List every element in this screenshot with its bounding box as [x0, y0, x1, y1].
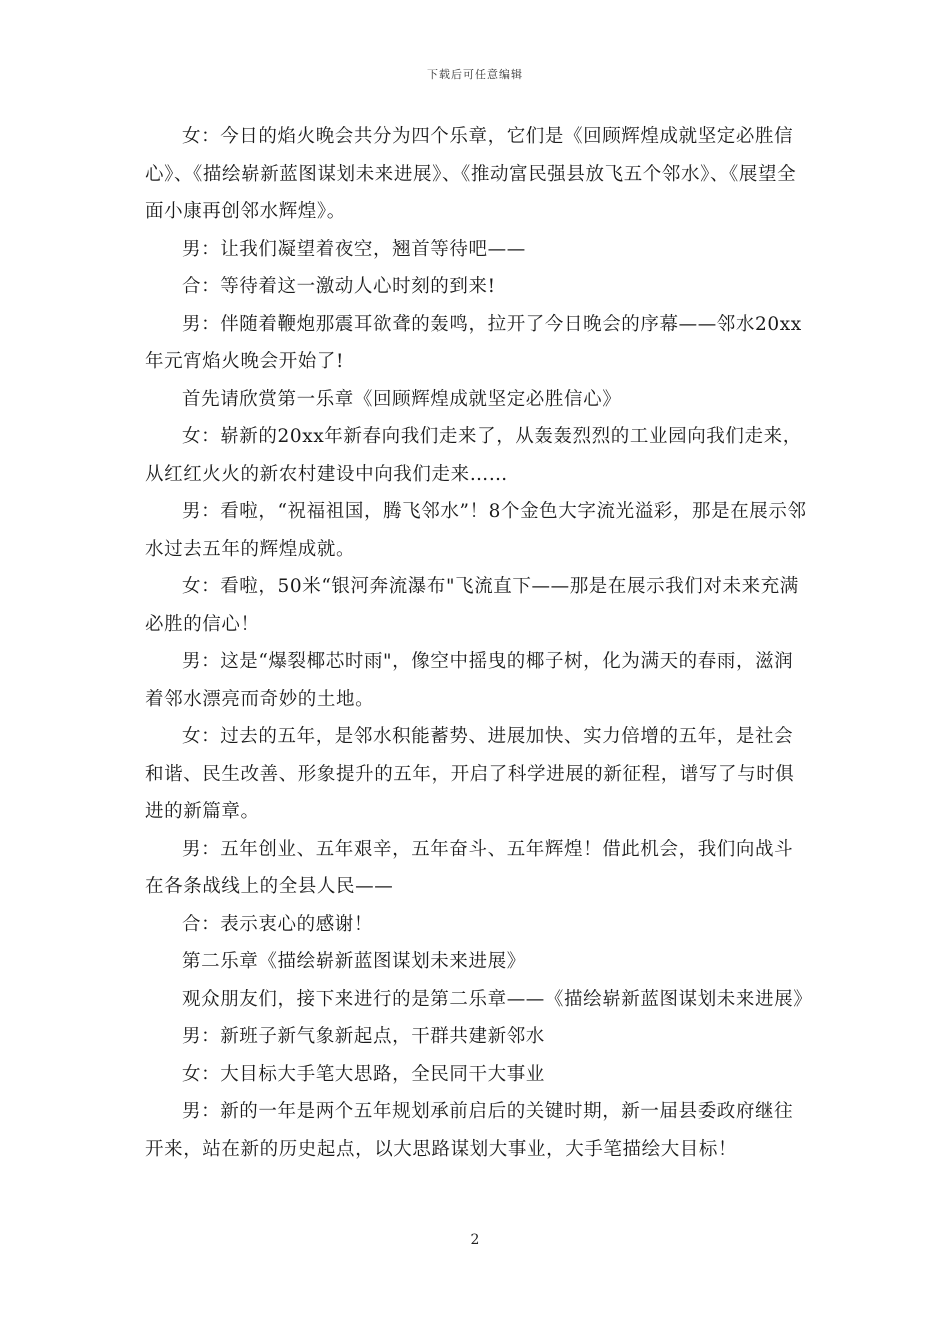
paragraph: 男：新的一年是两个五年规划承前启后的关键时期，新一届县委政府继往开来，站在新的历史起点，以大思路谋划大事业，大手笔描绘大目标！: [145, 1101, 794, 1160]
paragraph: 男：新班子新气象新起点，干群共建新邻水: [182, 1026, 545, 1047]
paragraph: 女：过去的五年，是邻水积能蓄势、进展加快、实力倍增的五年，是社会和谐、民生改善、形象提升的五年，开启了科学进展的新征程，谱写了与时俱进的新篇章。: [145, 726, 795, 822]
header-note: 下载后可任意编辑: [427, 68, 523, 81]
section-heading: 第二乐章《描绘崭新蓝图谋划未来进展》: [182, 951, 526, 972]
paragraph: 男：看啦，“祝福祖国，腾飞邻水”！8个金色大字流光溢彩，那是在展示邻水过去五年的辉煌成就。: [145, 501, 807, 560]
page-number: 2: [470, 1232, 480, 1248]
paragraph: 男：伴随着鞭炮那震耳欲聋的轰鸣，拉开了今日晚会的序幕——邻水20xx年元宵焰火晚会开始了!: [145, 313, 802, 372]
paragraph: 合：表示衷心的感谢！: [182, 913, 374, 935]
document-body: [145, 118, 813, 1168]
paragraph: 女：今日的焰火晚会共分为四个乐章，它们是《回顾辉煌成就坚定必胜信心》、《描绘崭新蓝图谋划未来进展》、《推动富民强县放飞五个邻水》、《展望全面小康再创邻水辉煌》。: [145, 126, 797, 222]
paragraph: 女：大目标大手笔大思路，全民同干大事业: [182, 1063, 545, 1085]
paragraph: 男：让我们凝望着夜空，翘首等待吧——: [182, 238, 526, 260]
paragraph: 女：看啦，50米“银河奔流瀑布"飞流直下——那是在展示我们对未来充满必胜的信心！: [145, 576, 799, 635]
paragraph: 男：五年创业、五年艰辛，五年奋斗、五年辉煌！借此机会，我们向战斗在各条战线上的全县人民——: [145, 838, 794, 897]
paragraph: 男：这是“爆裂椰芯时雨"，像空中摇曳的椰子树，化为满天的春雨，滋润着邻水漂亮而奇妙的土地。: [145, 651, 794, 710]
paragraph: 首先请欣赏第一乐章《回顾辉煌成就坚定必胜信心》: [182, 388, 622, 410]
paragraph: 合：等待着这一激动人心时刻的到来!: [182, 276, 496, 297]
paragraph: 女：崭新的20xx年新春向我们走来了，从轰轰烈烈的工业园向我们走来，从红红火火的新农村建设中向我们走来……: [145, 426, 802, 485]
paragraph: 观众朋友们，接下来进行的是第二乐章——《描绘崭新蓝图谋划未来进展》: [182, 988, 813, 1010]
